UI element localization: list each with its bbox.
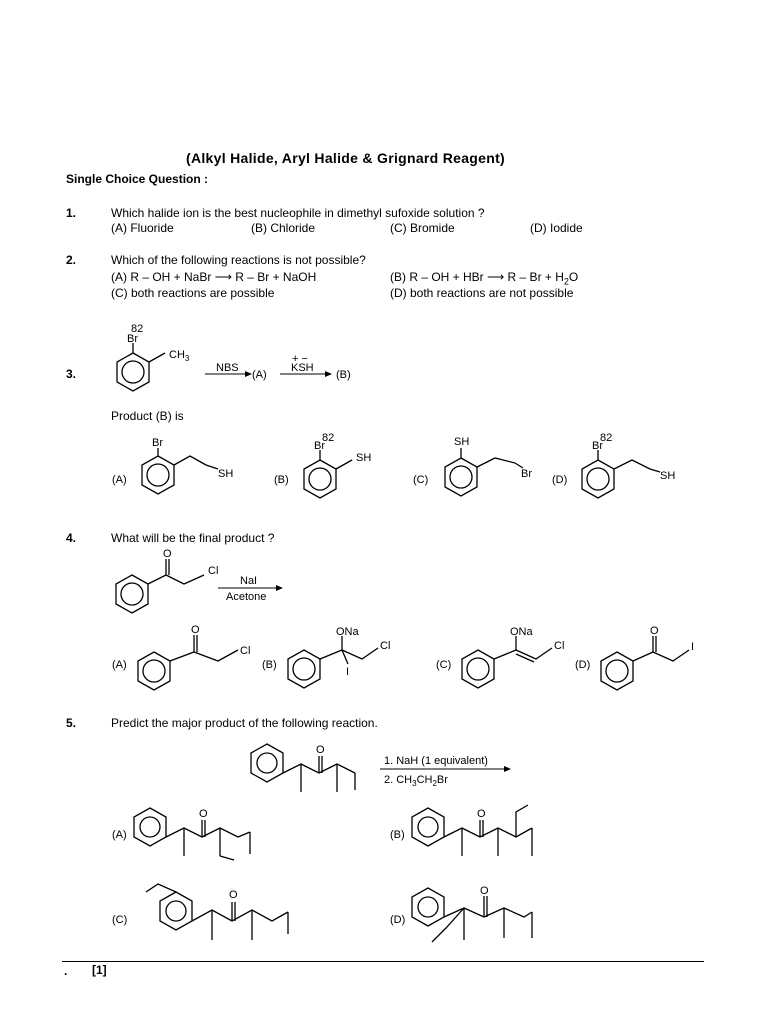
oxygen-label: O (316, 744, 325, 756)
option-label: (C) (436, 659, 452, 671)
question-number: 1. (66, 206, 77, 220)
question-number: 2. (66, 253, 77, 267)
option-label: (C) (112, 914, 128, 926)
br-mass-label: 82 (322, 432, 335, 444)
br-mass-label: 82 (131, 323, 144, 335)
br-mass-label: 82 (600, 432, 613, 444)
q5-option-a-structure (110, 800, 270, 870)
option-a: (A) Fluoride (111, 221, 174, 235)
question-number: 4. (66, 531, 77, 545)
option-label: (A) (112, 474, 127, 486)
br-label: Br (152, 437, 163, 449)
option-d: (D) both reactions are not possible (390, 286, 574, 300)
ona-label: ONa (336, 626, 359, 638)
q4-reaction-arrow (214, 572, 294, 612)
ona-label: ONa (510, 626, 533, 638)
question-prompt: Product (B) is (111, 409, 184, 423)
option-b: (B) Chloride (251, 221, 316, 235)
option-c: (C) Bromide (390, 221, 455, 235)
q5-reaction-arrow (380, 752, 530, 792)
cl-label: Cl (380, 640, 391, 652)
q4-option-c-structure (436, 620, 586, 695)
sh-label: SH (356, 452, 372, 464)
reagent-nai: NaI (240, 575, 258, 587)
reagent-nbs: NBS (216, 362, 239, 374)
page-number: [1] (92, 963, 107, 977)
iodine-label: I (346, 666, 350, 678)
option-label: (C) (413, 474, 429, 486)
q5-option-b-structure (388, 800, 558, 870)
section-heading: Single Choice Question : (66, 172, 209, 186)
option-label: (B) (274, 474, 289, 486)
cl-label: Cl (554, 640, 565, 652)
ch3-label: $CH_3$ (169, 349, 190, 363)
option-a: (A) R – OH + NaBr ⟶ R – Br + NaOH (111, 270, 317, 284)
option-b: (B) R – OH + HBr ⟶ $R - Br + H_2O$ (390, 270, 579, 287)
question-text: Which of the following reactions is not possible? (111, 253, 366, 267)
reagent-ksh: KSH (291, 362, 314, 374)
iodine-label: I (691, 641, 695, 653)
cl-label: Cl (208, 565, 219, 577)
ksh-charges: + − (292, 353, 308, 365)
q3-option-d-structure (550, 432, 690, 502)
option-label: (A) (112, 829, 127, 841)
sh-label: SH (660, 470, 676, 482)
br-label: Br (521, 468, 532, 480)
q5-option-c-structure (110, 882, 310, 962)
product-a-label: (A) (252, 369, 267, 381)
oxygen-label: O (191, 624, 200, 636)
oxygen-label: O (650, 625, 659, 637)
question-text: What will be the final product ? (111, 531, 275, 545)
q5-option-d-structure (388, 882, 558, 962)
option-label: (B) (262, 659, 277, 671)
question-text: Which halide ion is the best nucleophile in dimethyl sufoxide solution ? (111, 206, 485, 220)
question-number: 5. (66, 716, 77, 730)
cl-label: Cl (240, 645, 251, 657)
q3-option-b-structure (272, 432, 392, 502)
option-c: (C) both reactions are possible (111, 286, 275, 300)
option-label: (B) (390, 829, 405, 841)
sh-label: SH (218, 468, 234, 480)
sh-label: SH (454, 436, 470, 448)
oxygen-label: O (229, 889, 238, 901)
option-label: (A) (112, 659, 127, 671)
br-label: Br (314, 440, 325, 452)
br-label: Br (592, 440, 603, 452)
q3-option-c-structure (411, 432, 541, 502)
oxygen-label: O (199, 808, 208, 820)
q3-reactant-structure (105, 325, 215, 395)
q4-option-b-structure (262, 620, 412, 695)
option-d: (D) Iodide (530, 221, 583, 235)
question-text: Predict the major product of the following reaction. (111, 716, 378, 730)
footer-dot: . (64, 964, 68, 978)
question-number: 3. (66, 367, 77, 381)
reagent-step1: 1. NaH (1 equivalent) (384, 755, 488, 767)
q4-option-a-structure (110, 620, 260, 695)
reagent-acetone: Acetone (226, 591, 267, 603)
q4-option-d-structure (575, 620, 715, 695)
br-label: Br (127, 333, 138, 345)
reagent-step2: 2. $CH_3CH_2Br$ (384, 774, 448, 788)
oxygen-label: O (480, 885, 489, 897)
q3-option-a-structure (110, 432, 250, 502)
option-label: (D) (390, 914, 406, 926)
option-label: (D) (575, 659, 591, 671)
footer-rule (62, 961, 704, 962)
oxygen-label: O (477, 808, 486, 820)
oxygen-label: O (163, 548, 172, 560)
q3-reaction-scheme (200, 355, 360, 385)
product-b-label: (B) (336, 369, 351, 381)
page-title: (Alkyl Halide, Aryl Halide & Grignard Reagent) (186, 150, 506, 166)
option-label: (D) (552, 474, 568, 486)
